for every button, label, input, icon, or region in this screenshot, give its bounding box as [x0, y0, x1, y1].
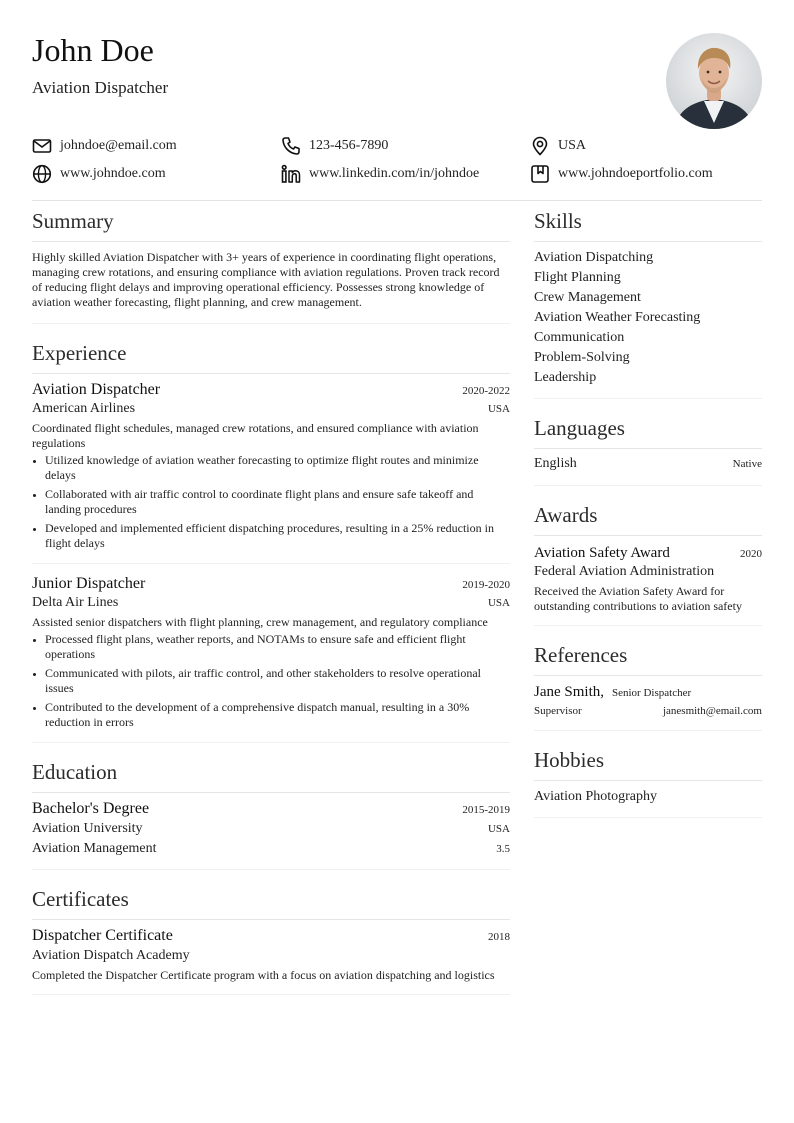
award-description: Received the Aviation Safety Award for outstanding contributions to aviation safety — [534, 584, 742, 613]
contact-website[interactable] — [32, 164, 166, 184]
reference-name: Jane Smith, — [534, 684, 604, 700]
portfolio-text: www.johndoeportfolio.com — [558, 166, 713, 181]
list-item: • Communicated with pilots, air traffic control, and other stakeholders to resolve operational issues — [45, 666, 510, 696]
degree: Bachelor's Degree — [32, 800, 150, 817]
divider — [534, 625, 762, 626]
skills-section — [534, 208, 762, 399]
reference-title: Senior Dispatcher — [612, 687, 692, 699]
certificates-section — [32, 886, 510, 995]
divider — [32, 563, 510, 564]
gpa: 3.5 — [496, 843, 510, 855]
job-dates: 2019-2020 — [462, 579, 510, 591]
hobbies-heading: Hobbies — [534, 748, 604, 772]
education-dates: 2015-2019 — [462, 804, 510, 816]
languages-heading: Languages — [534, 416, 625, 440]
divider — [32, 241, 510, 242]
reference-relation: Supervisor — [534, 705, 582, 717]
list-item: • Processed flight plans, weather reports, and NOTAMs to ensure safe and efficient flight operations — [45, 632, 510, 662]
list-item: • Utilized knowledge of aviation weather forecasting to optimize flight routes and minimize delays — [45, 453, 510, 483]
experience-section — [32, 340, 510, 743]
contact-location — [530, 136, 586, 156]
job-role: Aviation Dispatcher — [32, 381, 161, 398]
divider — [534, 730, 762, 731]
list-item: • Collaborated with air traffic control to coordinate flight plans and ensure safe takeoff and landing procedures — [45, 487, 510, 517]
job-location: USA — [487, 597, 510, 609]
job-company: American Airlines — [32, 401, 136, 416]
phone-icon — [281, 136, 301, 156]
languages-section — [534, 415, 762, 486]
contact-phone[interactable] — [281, 136, 388, 156]
job-description: Assisted senior dispatchers with flight planning, crew management, and regulatory compliance — [32, 615, 488, 629]
certificate-year: 2018 — [488, 931, 510, 943]
job-location: USA — [487, 403, 510, 415]
skill-item: Flight Planning — [534, 270, 621, 285]
divider — [32, 742, 510, 743]
language-name: English — [534, 456, 577, 471]
divider — [534, 675, 762, 676]
list-item: • Developed and implemented efficient dispatching procedures, resulting in a 25% reduction in flight delays — [45, 521, 510, 551]
skill-item: Aviation Weather Forecasting — [534, 310, 701, 325]
school: Aviation University — [32, 821, 143, 836]
right-column — [534, 208, 762, 818]
skill-item: Aviation Dispatching — [534, 250, 654, 265]
skill-item: Communication — [534, 330, 625, 345]
divider — [534, 535, 762, 536]
education-heading: Education — [32, 760, 118, 784]
divider — [32, 323, 510, 324]
certificate-issuer: Aviation Dispatch Academy — [32, 948, 190, 963]
email-text: johndoe@email.com — [60, 138, 177, 153]
divider — [534, 817, 762, 818]
divider — [534, 780, 762, 781]
divider — [32, 919, 510, 920]
divider — [534, 398, 762, 399]
skill-item: Leadership — [534, 370, 597, 385]
left-column — [32, 208, 510, 995]
skills-heading: Skills — [534, 209, 582, 233]
skills-list — [534, 248, 762, 388]
field-of-study: Aviation Management — [32, 841, 157, 856]
experience-item — [32, 380, 510, 564]
header-divider — [32, 200, 762, 201]
certificate-name: Dispatcher Certificate — [32, 927, 173, 944]
phone-text: 123-456-7890 — [309, 138, 389, 153]
divider — [32, 373, 510, 374]
experience-heading: Experience — [32, 341, 127, 365]
references-section — [534, 642, 762, 731]
location-icon — [530, 136, 550, 156]
profile-photo — [666, 33, 762, 129]
summary-heading: Summary — [32, 209, 114, 233]
globe-icon — [32, 164, 52, 184]
skill-item: Crew Management — [534, 290, 641, 305]
location-text: USA — [558, 138, 587, 153]
job-company: Delta Air Lines — [32, 595, 119, 610]
candidate-title: Aviation Dispatcher — [32, 78, 169, 97]
summary-section — [32, 208, 510, 324]
skill-item: Problem-Solving — [534, 350, 630, 365]
job-bullets — [32, 632, 510, 730]
job-dates: 2020-2022 — [462, 385, 510, 397]
certificates-heading: Certificates — [32, 887, 129, 911]
list-item: • Contributed to the development of a comprehensive dispatch manual, resulting in a 30% reduction in errors — [45, 700, 510, 730]
divider — [534, 485, 762, 486]
references-heading: References — [534, 643, 628, 667]
job-bullets — [32, 453, 510, 551]
linkedin-icon — [281, 164, 301, 184]
summary-text: Highly skilled Aviation Dispatcher with 3+ years of experience in coordinating flight operations, managing crew rotations, and ensuring compliance with aviation regulations. Proven track record of reducing flight delays and improving operational efficiency. Possesses strong knowledge of aviation weather forecasting, flight planning, and crew management. — [32, 250, 500, 309]
divider — [534, 241, 762, 242]
reference-email[interactable]: janesmith@email.com — [662, 705, 762, 717]
awards-heading: Awards — [534, 503, 598, 527]
mail-icon — [32, 136, 52, 156]
divider — [32, 994, 510, 995]
portfolio-icon — [530, 164, 550, 184]
certificate-description: Completed the Dispatcher Certificate program with a focus on aviation dispatching and logistics — [32, 968, 495, 982]
education-section — [32, 759, 510, 870]
language-level: Native — [732, 458, 762, 470]
award-issuer: Federal Aviation Administration — [534, 564, 715, 579]
education-location: USA — [487, 823, 510, 835]
award-name: Aviation Safety Award — [534, 545, 670, 561]
awards-section — [534, 502, 762, 626]
contact-portfolio[interactable] — [530, 164, 713, 184]
divider — [32, 792, 510, 793]
job-role: Junior Dispatcher — [32, 575, 146, 592]
hobbies-section — [534, 747, 762, 818]
divider — [32, 869, 510, 870]
award-year: 2020 — [740, 548, 762, 560]
hobby-item: Aviation Photography — [534, 789, 658, 804]
experience-item — [32, 574, 510, 743]
job-description: Coordinated flight schedules, managed crew rotations, and ensured compliance with aviation regulations — [32, 421, 479, 450]
contact-email[interactable] — [32, 136, 177, 156]
contact-linkedin[interactable] — [281, 164, 479, 184]
website-text: www.johndoe.com — [60, 166, 166, 181]
linkedin-text: www.linkedin.com/in/johndoe — [309, 166, 480, 181]
candidate-name: John Doe — [32, 32, 154, 68]
divider — [534, 448, 762, 449]
